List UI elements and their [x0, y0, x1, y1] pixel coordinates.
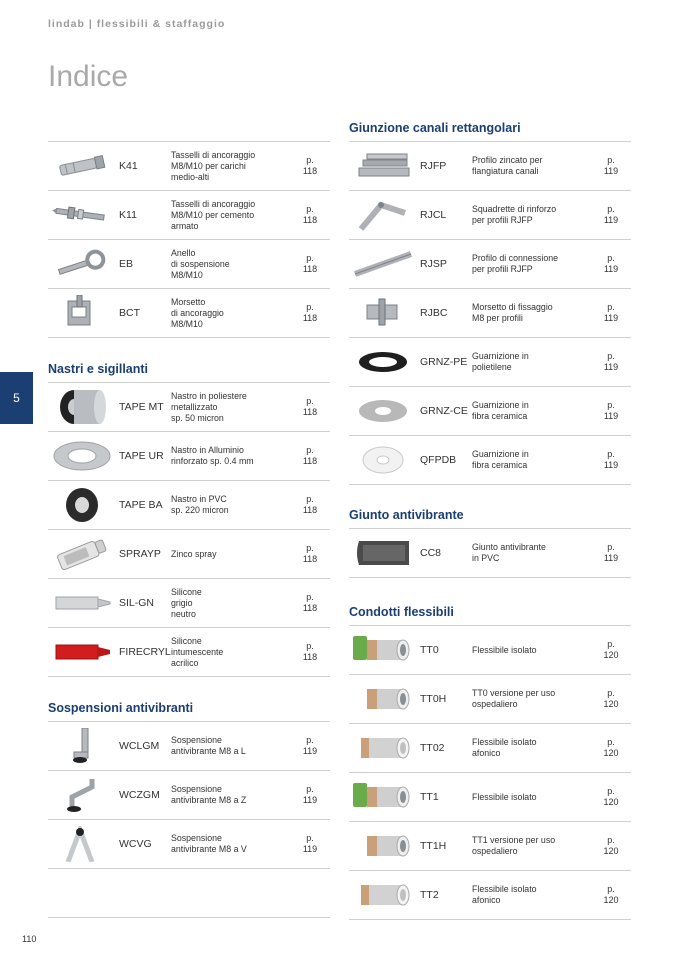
index-row-firecryl[interactable]: [48, 628, 330, 677]
product-code: RJSP: [420, 258, 447, 270]
running-header: lindab | flessibili & staffaggio: [48, 18, 226, 30]
clamp-icon: [353, 295, 413, 331]
ceramic-ring-icon: [353, 442, 413, 478]
index-row-wclgm[interactable]: [48, 722, 330, 771]
product-description: Profilo zincato per flangiatura canali: [472, 155, 543, 176]
page-value: 118: [302, 505, 318, 515]
acoustic-duct-icon: [353, 730, 413, 766]
index-row-eb[interactable]: [48, 240, 330, 289]
page-reference[interactable]: [599, 191, 623, 239]
product-code: K11: [119, 209, 137, 221]
index-row-k41[interactable]: [48, 142, 330, 191]
page-value: 119: [603, 362, 619, 372]
product-description: Guarnizione in fibra ceramica: [472, 400, 529, 421]
product-description-cell: [171, 432, 301, 480]
page-prefix: p.: [306, 592, 314, 602]
page-reference[interactable]: [599, 626, 623, 674]
left-column-sosp: [48, 701, 330, 918]
anchor-bolt-icon: [52, 148, 112, 184]
flange-profile-icon: [353, 148, 413, 184]
empty-row: [48, 869, 330, 918]
page-prefix: p.: [607, 204, 615, 214]
page-value: 118: [302, 554, 318, 564]
insulated-duct-icon: [353, 779, 413, 815]
product-code: SIL-GN: [119, 597, 155, 609]
page-value: 119: [603, 166, 619, 176]
page-reference[interactable]: [298, 191, 322, 239]
page-reference[interactable]: [298, 722, 322, 770]
connection-profile-icon: [353, 246, 413, 282]
acoustic-duct-icon: [353, 877, 413, 913]
index-group-condotti: [349, 626, 631, 920]
page-prefix: p.: [306, 155, 314, 165]
page-reference[interactable]: [599, 289, 623, 337]
product-description-cell: [472, 387, 602, 435]
product-description: Flessibile isolato: [472, 644, 537, 655]
left-column-nastri: [48, 362, 330, 677]
page-prefix: p.: [306, 253, 314, 263]
pvc-tape-icon: [52, 487, 112, 523]
section-title-sospensioni: Sospensioni antivibranti: [48, 701, 330, 722]
product-code: TT0: [420, 644, 439, 656]
product-description-cell: [472, 724, 602, 772]
page-value: 120: [603, 797, 619, 807]
product-description: Nastro in Alluminio rinforzato sp. 0.4 mm: [171, 445, 254, 466]
index-row-cc8[interactable]: [349, 529, 631, 578]
page-value: 119: [603, 313, 619, 323]
product-code: GRNZ-PE: [420, 356, 468, 368]
product-code: WCVG: [119, 838, 152, 850]
product-description-cell: [171, 481, 301, 529]
page-prefix: p.: [607, 639, 615, 649]
page-prefix: p.: [607, 835, 615, 845]
insulated-duct-icon: [353, 828, 413, 864]
product-description: Sospensione antivibrante M8 a V: [171, 833, 247, 854]
product-description: Flessibile isolato afonico: [472, 737, 537, 758]
pvc-joint-icon: [353, 535, 413, 571]
page-prefix: p.: [306, 833, 314, 843]
spray-can-icon: [52, 536, 112, 572]
product-code: TAPE UR: [119, 450, 164, 462]
product-code: SPRAYP: [119, 548, 161, 560]
page-value: 119: [603, 215, 619, 225]
page-prefix: p.: [607, 786, 615, 796]
product-description-cell: [472, 142, 602, 190]
page-reference[interactable]: [599, 529, 623, 577]
page-reference[interactable]: [298, 579, 322, 627]
page-title: Indice: [48, 60, 129, 93]
product-code: WCZGM: [119, 789, 160, 801]
index-row-tt02[interactable]: [349, 724, 631, 773]
page-value: 120: [603, 650, 619, 660]
product-description-cell: [171, 820, 301, 868]
index-row-sil-gn[interactable]: [48, 579, 330, 628]
product-code: TAPE MT: [119, 401, 164, 413]
page-prefix: p.: [607, 737, 615, 747]
page-reference[interactable]: [298, 383, 322, 431]
product-code: TT02: [420, 742, 445, 754]
page-reference[interactable]: [599, 675, 623, 723]
product-description-cell: [171, 142, 301, 190]
product-description-cell: [171, 771, 301, 819]
corner-bracket-icon: [353, 197, 413, 233]
page-reference[interactable]: [599, 240, 623, 288]
index-row-rjcl[interactable]: [349, 191, 631, 240]
index-row-rjbc[interactable]: [349, 289, 631, 338]
product-description-cell: [171, 191, 301, 239]
product-description: Guarnizione in polietilene: [472, 351, 529, 372]
right-column-giunzione: [349, 121, 631, 485]
product-description-cell: [171, 289, 301, 337]
product-description-cell: [472, 626, 602, 674]
product-code: WCLGM: [119, 740, 160, 752]
product-code: GRNZ-CE: [420, 405, 468, 417]
chapter-tab[interactable]: 5: [0, 372, 33, 424]
page-value: 120: [603, 895, 619, 905]
page-reference[interactable]: [298, 240, 322, 288]
page-reference[interactable]: [599, 871, 623, 919]
product-description: Nastro in PVC sp. 220 micron: [171, 494, 229, 515]
page-prefix: p.: [306, 445, 314, 455]
right-column-condotti: [349, 605, 631, 920]
product-code: RJFP: [420, 160, 447, 172]
product-code: RJCL: [420, 209, 447, 221]
product-description: Silicone intumescente acrilico: [171, 635, 224, 668]
page-value: 119: [603, 553, 619, 563]
page-value: 118: [302, 313, 318, 323]
v-hanger-icon: [52, 826, 112, 862]
index-group-anchors: [48, 141, 330, 338]
page-prefix: p.: [607, 253, 615, 263]
page-value: 119: [603, 460, 619, 470]
page-value: 118: [302, 215, 318, 225]
product-description-cell: [472, 773, 602, 821]
product-code: BCT: [119, 307, 140, 319]
page-reference[interactable]: [298, 628, 322, 676]
fire-sealant-icon: [52, 634, 112, 670]
page-reference[interactable]: [298, 289, 322, 337]
page-value: 118: [302, 407, 318, 417]
page-value: 118: [302, 166, 318, 176]
product-code: TT1H: [420, 840, 447, 852]
index-row-rjfp[interactable]: [349, 142, 631, 191]
index-row-qfpdb[interactable]: [349, 436, 631, 485]
product-description-cell: [472, 822, 602, 870]
product-description-cell: [472, 529, 602, 577]
page-reference[interactable]: [599, 142, 623, 190]
page-reference[interactable]: [599, 338, 623, 386]
product-description-cell: [171, 240, 301, 288]
index-row-k11[interactable]: [48, 191, 330, 240]
product-description: TT0 versione per uso ospedaliero: [472, 688, 556, 709]
product-description-cell: [472, 191, 602, 239]
page-reference[interactable]: [298, 820, 322, 868]
wedge-anchor-icon: [52, 197, 112, 233]
page-prefix: p.: [306, 641, 314, 651]
page-value: 119: [302, 746, 318, 756]
page-value: 119: [302, 795, 318, 805]
section-title-giunzione: Giunzione canali rettangolari: [349, 121, 631, 142]
product-code: TT2: [420, 889, 439, 901]
product-description: Silicone grigio neutro: [171, 586, 202, 619]
product-code: RJBC: [420, 307, 448, 319]
beam-clamp-icon: [52, 295, 112, 331]
index-row-grnz-ce[interactable]: [349, 387, 631, 436]
product-description-cell: [472, 240, 602, 288]
product-code: K41: [119, 160, 138, 172]
index-row-grnz-pe[interactable]: [349, 338, 631, 387]
page-prefix: p.: [607, 449, 615, 459]
product-description: Morsetto di ancoraggio M8/M10: [171, 296, 224, 329]
product-description: Morsetto di fissaggio M8 per profili: [472, 302, 553, 323]
page-reference[interactable]: [298, 771, 322, 819]
right-column-giunto: [349, 508, 631, 578]
page-reference[interactable]: [599, 436, 623, 484]
page-value: 118: [302, 264, 318, 274]
page-value: 120: [603, 846, 619, 856]
metal-tape-icon: [52, 389, 112, 425]
page-prefix: p.: [607, 884, 615, 894]
page-value: 119: [603, 411, 619, 421]
product-description-cell: [171, 722, 301, 770]
insulated-duct-icon: [353, 632, 413, 668]
product-description-cell: [472, 871, 602, 919]
page-value: 118: [302, 456, 318, 466]
product-description-cell: [472, 289, 602, 337]
product-description: Sospensione antivibrante M8 a L: [171, 735, 246, 756]
product-description-cell: [171, 579, 301, 627]
page-value: 118: [302, 652, 318, 662]
page-number: 110: [22, 934, 37, 944]
page-prefix: p.: [306, 204, 314, 214]
page-prefix: p.: [306, 494, 314, 504]
page-prefix: p.: [607, 351, 615, 361]
page-prefix: p.: [607, 155, 615, 165]
insulated-duct-icon: [353, 681, 413, 717]
index-row-tt1h[interactable]: [349, 822, 631, 871]
l-hanger-icon: [52, 728, 112, 764]
product-description-cell: [171, 383, 301, 431]
green-certification-badge-icon: [353, 636, 367, 660]
left-column: [48, 141, 330, 338]
page-value: 119: [603, 264, 619, 274]
index-row-tt2[interactable]: [349, 871, 631, 920]
product-description: Nastro in poliestere metallizzato sp. 50 micron: [171, 390, 247, 423]
index-row-tape ur[interactable]: [48, 432, 330, 481]
page-reference[interactable]: [599, 387, 623, 435]
page-prefix: p.: [306, 396, 314, 406]
product-description-cell: [171, 530, 301, 578]
silicone-tube-icon: [52, 585, 112, 621]
page-value: 118: [302, 603, 318, 613]
page-prefix: p.: [306, 735, 314, 745]
index-row-tt1[interactable]: [349, 773, 631, 822]
section-title-giunto: Giunto antivibrante: [349, 508, 631, 529]
index-group-giunzione: [349, 142, 631, 485]
product-description: Sospensione antivibrante M8 a Z: [171, 784, 247, 805]
product-code: TAPE BA: [119, 499, 163, 511]
product-description: Squadrette di rinforzo per profili RJFP: [472, 204, 557, 225]
product-description: Profilo di connessione per profili RJFP: [472, 253, 559, 274]
page-prefix: p.: [306, 543, 314, 553]
ceramic-gasket-icon: [353, 393, 413, 429]
index-row-wczgm[interactable]: [48, 771, 330, 820]
page-prefix: p.: [607, 302, 615, 312]
page-prefix: p.: [607, 688, 615, 698]
index-row-rjsp[interactable]: [349, 240, 631, 289]
page-prefix: p.: [607, 400, 615, 410]
page-reference[interactable]: [298, 481, 322, 529]
product-code: QFPDB: [420, 454, 457, 466]
pe-gasket-icon: [353, 344, 413, 380]
product-description: Tasselli di ancoraggio M8/M10 per carichi medio-alti: [171, 149, 256, 182]
section-title-condotti: Condotti flessibili: [349, 605, 631, 626]
product-description: Tasselli di ancoraggio M8/M10 per cemento armato: [171, 198, 256, 231]
page-prefix: p.: [306, 784, 314, 794]
product-description: Guarnizione in fibra ceramica: [472, 449, 529, 470]
page-reference[interactable]: [298, 432, 322, 480]
product-code: EB: [119, 258, 134, 270]
page-reference[interactable]: [599, 822, 623, 870]
product-description: Giunto antivibrante in PVC: [472, 542, 546, 563]
page-reference[interactable]: [599, 724, 623, 772]
index-row-sprayp[interactable]: [48, 530, 330, 579]
index-row-wcvg[interactable]: [48, 820, 330, 869]
product-description: TT1 versione per uso ospedaliero: [472, 835, 556, 856]
index-group-nastri: [48, 383, 330, 677]
product-description-cell: [472, 338, 602, 386]
eye-bolt-icon: [52, 246, 112, 282]
product-code: TT0H: [420, 693, 447, 705]
index-group-giunto: [349, 529, 631, 578]
z-hanger-icon: [52, 777, 112, 813]
product-code: CC8: [420, 547, 442, 559]
index-row-bct[interactable]: [48, 289, 330, 338]
product-description-cell: [171, 628, 301, 676]
product-description: Zinco spray: [171, 548, 217, 559]
page-reference[interactable]: [298, 530, 322, 578]
page-reference[interactable]: [298, 142, 322, 190]
product-code: TT1: [420, 791, 439, 803]
product-description: Flessibile isolato afonico: [472, 884, 537, 905]
index-row-tt0[interactable]: [349, 626, 631, 675]
index-row-tt0h[interactable]: [349, 675, 631, 724]
aluminium-tape-icon: [52, 438, 112, 474]
product-description: Flessibile isolato: [472, 791, 537, 802]
page-value: 120: [603, 748, 619, 758]
index-group-sospensioni: [48, 722, 330, 869]
product-description-cell: [472, 675, 602, 723]
product-description: Anello di sospensione M8/M10: [171, 247, 230, 280]
section-title-nastri: Nastri e sigillanti: [48, 362, 330, 383]
page-reference[interactable]: [599, 773, 623, 821]
index-row-tape ba[interactable]: [48, 481, 330, 530]
green-certification-badge-icon: [353, 783, 367, 807]
page-prefix: p.: [306, 302, 314, 312]
page-prefix: p.: [607, 542, 615, 552]
product-code: FIRECRYL: [119, 646, 171, 658]
page-value: 119: [302, 844, 318, 854]
product-description-cell: [472, 436, 602, 484]
index-row-tape mt[interactable]: [48, 383, 330, 432]
page-value: 120: [603, 699, 619, 709]
